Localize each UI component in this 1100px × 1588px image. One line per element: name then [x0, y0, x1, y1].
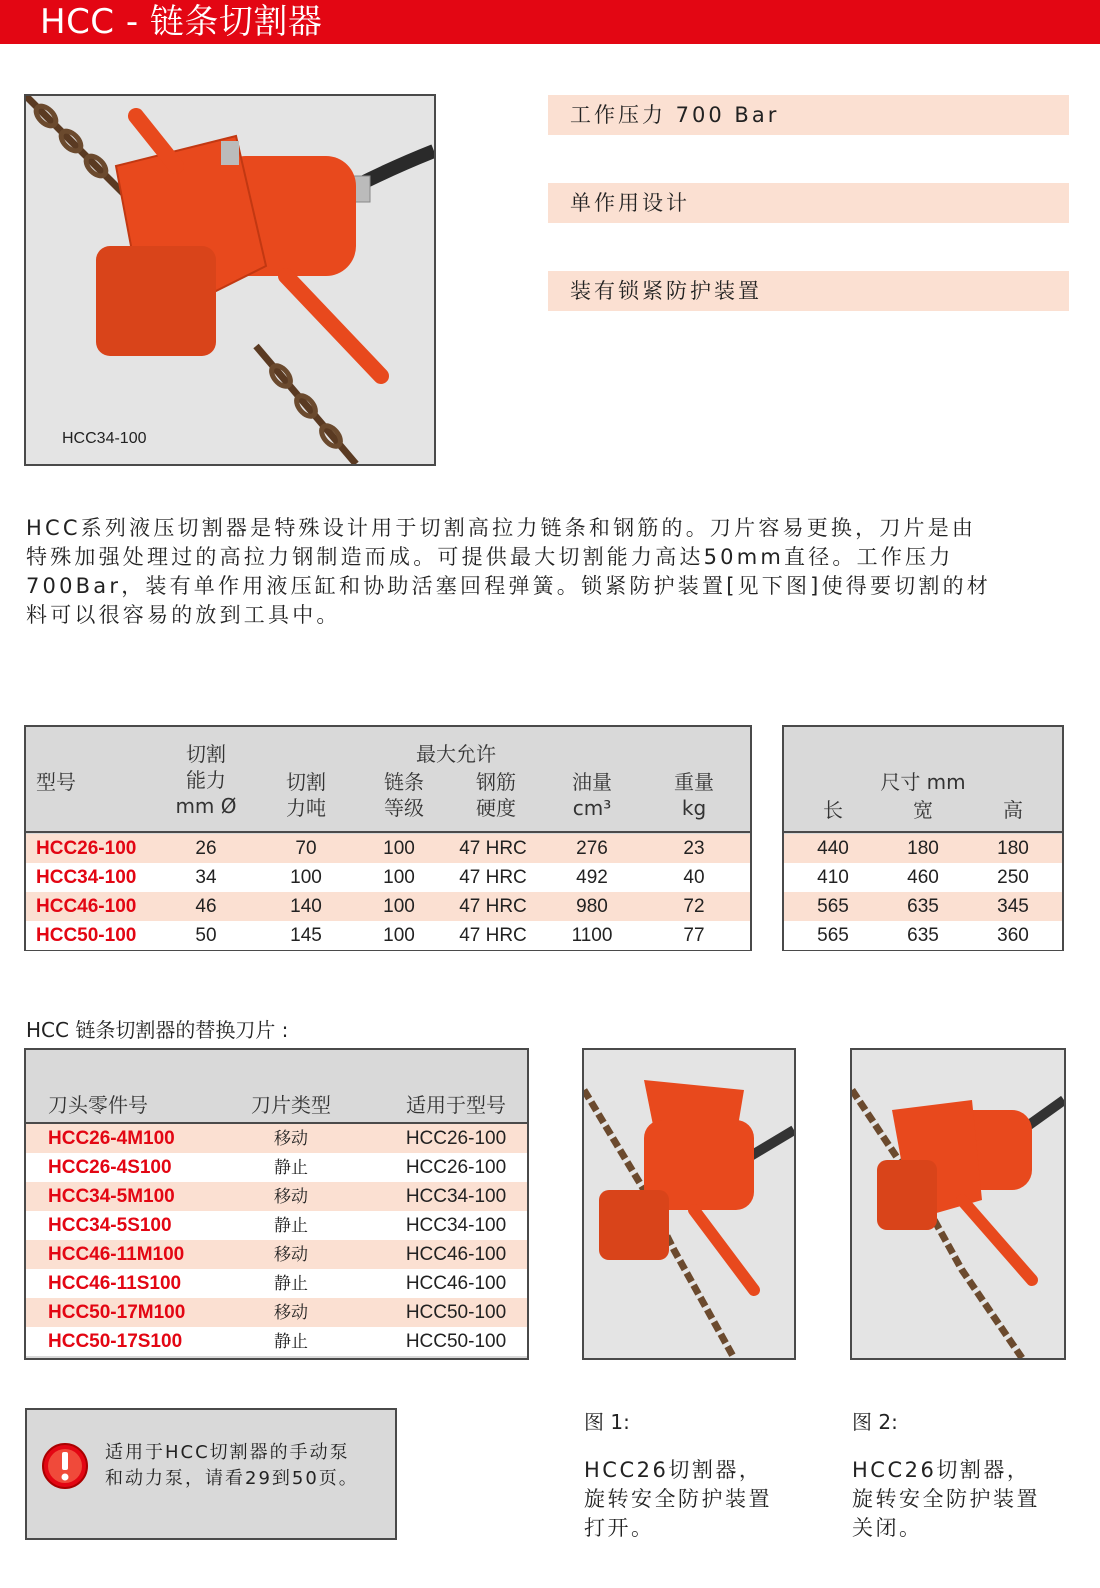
header-force-line: 力吨 — [286, 796, 326, 820]
table-row — [26, 1240, 527, 1269]
figure-2-caption — [852, 1456, 1040, 1543]
feature-pressure: 工作压力 700 Bar — [548, 95, 1069, 135]
caption-line: 旋转安全防护装置 — [584, 1487, 772, 1511]
part-cell: HCC46-11S100 — [48, 1273, 182, 1294]
type-cell: 静止 — [274, 1216, 308, 1235]
header-dimensions: 尺寸 mm — [880, 770, 966, 794]
part-cell: HCC50-17S100 — [48, 1331, 183, 1352]
capacity-cell: 46 — [195, 896, 217, 917]
oil-cell: 980 — [576, 896, 608, 917]
height-cell: 360 — [997, 925, 1029, 946]
header-weight — [654, 769, 734, 821]
width-cell: 635 — [907, 925, 939, 946]
type-cell: 移动 — [274, 1187, 308, 1206]
header-max-allowed: 最大允许 — [416, 742, 496, 766]
model-cell: HCC26-100 — [36, 838, 137, 859]
table-row — [26, 1269, 527, 1298]
header-rebar — [456, 769, 536, 821]
note-line: 适用于HCC切割器的手动泵 — [105, 1442, 350, 1463]
part-cell: HCC26-4M100 — [48, 1128, 175, 1149]
width-cell: 180 — [907, 838, 939, 859]
weight-cell: 23 — [683, 838, 705, 859]
capacity-cell: 26 — [195, 838, 217, 859]
fits-cell: HCC34-100 — [405, 1186, 507, 1207]
length-cell: 410 — [817, 867, 849, 888]
force-cell: 70 — [295, 838, 317, 859]
table-row — [26, 863, 750, 892]
chain-cell: 100 — [383, 896, 415, 917]
header-height: 高 — [1003, 798, 1023, 822]
caption-line: HCC26切割器， — [584, 1458, 763, 1482]
table-row — [26, 921, 750, 950]
note-line: 和动力泵，请看29到50页。 — [105, 1468, 359, 1489]
header-capacity — [166, 741, 246, 819]
table-row — [26, 1298, 527, 1327]
table-row — [26, 1327, 527, 1356]
table-row — [26, 834, 750, 863]
caption-line: 旋转安全防护装置 — [852, 1487, 1040, 1511]
header-model: 型号 — [36, 770, 76, 794]
header-capacity-line: 切割 — [186, 742, 226, 766]
force-cell: 100 — [290, 867, 322, 888]
oil-cell: 1100 — [571, 925, 613, 946]
type-cell: 静止 — [274, 1332, 308, 1351]
header-oil-line: cm³ — [572, 796, 612, 820]
caption-line: 打开。 — [584, 1516, 655, 1540]
table-row — [784, 921, 1062, 950]
figure-2-label: 图 2: — [852, 1410, 898, 1434]
header-width: 宽 — [913, 798, 933, 822]
cutter-guard-closed-illustration — [852, 1050, 1064, 1358]
caption-line: HCC26切割器， — [852, 1458, 1031, 1482]
pump-note-box — [25, 1408, 397, 1540]
chain-cutter-illustration — [26, 96, 434, 464]
type-cell: 静止 — [274, 1274, 308, 1293]
table-row — [784, 892, 1062, 921]
product-description — [26, 514, 1076, 630]
header-rebar-line: 钢筋 — [476, 770, 516, 794]
fits-cell: HCC34-100 — [405, 1215, 507, 1236]
table-row — [784, 834, 1062, 863]
figure-1-label: 图 1: — [584, 1410, 630, 1434]
page-title: HCC - 链条切割器 — [40, 2, 323, 42]
part-cell: HCC26-4S100 — [48, 1157, 172, 1178]
table-row — [26, 1124, 527, 1153]
capacity-cell: 34 — [195, 867, 217, 888]
type-cell: 移动 — [274, 1245, 308, 1264]
spec-rows — [26, 834, 750, 950]
table-row — [26, 892, 750, 921]
fits-cell: HCC50-100 — [405, 1331, 507, 1352]
length-cell: 440 — [817, 838, 849, 859]
table-row — [26, 1211, 527, 1240]
type-cell: 静止 — [274, 1158, 308, 1177]
dimension-table — [782, 725, 1064, 951]
fits-cell: HCC26-100 — [405, 1157, 507, 1178]
header-oil — [552, 769, 632, 821]
weight-cell: 72 — [683, 896, 705, 917]
part-cell: HCC34-5S100 — [48, 1215, 172, 1236]
force-cell: 145 — [290, 925, 322, 946]
fits-cell: HCC46-100 — [405, 1273, 507, 1294]
header-capacity-line: mm Ø — [175, 794, 237, 818]
weight-cell: 40 — [683, 867, 705, 888]
main-photo-caption: HCC34-100 — [62, 430, 147, 447]
rebar-cell: 47 HRC — [459, 867, 527, 888]
warning-icon — [41, 1442, 89, 1490]
caption-line: 关闭。 — [852, 1516, 923, 1540]
fits-cell: HCC26-100 — [405, 1128, 507, 1149]
main-product-photo — [24, 94, 436, 466]
description-line: 特殊加强处理过的高拉力钢制造而成。可提供最大切割能力高达50mm直径。工作压力 — [26, 545, 954, 569]
height-cell: 250 — [997, 867, 1029, 888]
header-force — [266, 769, 346, 821]
figure-1-photo — [582, 1048, 796, 1360]
model-cell: HCC46-100 — [36, 896, 137, 917]
pump-note-text — [105, 1440, 359, 1492]
header-capacity-line: 能力 — [186, 768, 226, 792]
length-cell: 565 — [817, 896, 849, 917]
cutter-guard-open-illustration — [584, 1050, 794, 1358]
feature-single-acting: 单作用设计 — [548, 183, 1069, 223]
height-cell: 180 — [997, 838, 1029, 859]
description-line: HCC系列液压切割器是特殊设计用于切割高拉力链条和钢筋的。刀片容易更换，刀片是由 — [26, 516, 977, 540]
chain-cell: 100 — [383, 925, 415, 946]
table-header-divider — [784, 831, 1062, 833]
rebar-cell: 47 HRC — [459, 896, 527, 917]
fits-cell: HCC50-100 — [405, 1302, 507, 1323]
capacity-cell: 50 — [195, 925, 217, 946]
oil-cell: 276 — [576, 838, 608, 859]
blade-rows — [26, 1124, 527, 1356]
model-cell: HCC50-100 — [36, 925, 137, 946]
header-force-line: 切割 — [286, 770, 326, 794]
header-weight-line: 重量 — [674, 770, 714, 794]
figure-2-photo — [850, 1048, 1066, 1360]
header-oil-line: 油量 — [572, 770, 612, 794]
blade-section-title: HCC 链条切割器的替换刀片 : — [26, 1018, 289, 1042]
table-row — [26, 1153, 527, 1182]
description-line: 700Bar，装有单作用液压缸和协助活塞回程弹簧。锁紧防护装置[见下图]使得要切割的材 — [26, 574, 991, 598]
table-header-divider — [26, 831, 750, 833]
header-part: 刀头零件号 — [48, 1093, 148, 1117]
header-chain-line: 链条 — [384, 770, 424, 794]
length-cell: 565 — [817, 925, 849, 946]
rebar-cell: 47 HRC — [459, 925, 527, 946]
type-cell: 移动 — [274, 1303, 308, 1322]
figure-1-caption — [584, 1456, 772, 1543]
weight-cell: 77 — [683, 925, 705, 946]
part-cell: HCC50-17M100 — [48, 1302, 186, 1323]
fits-cell: HCC46-100 — [405, 1244, 507, 1265]
oil-cell: 492 — [576, 867, 608, 888]
width-cell: 635 — [907, 896, 939, 917]
header-length: 长 — [823, 798, 843, 822]
model-cell: HCC34-100 — [36, 867, 137, 888]
spec-table — [24, 725, 752, 951]
force-cell: 140 — [290, 896, 322, 917]
table-row — [784, 863, 1062, 892]
header-chain-line: 等级 — [384, 796, 424, 820]
part-cell: HCC46-11M100 — [48, 1244, 185, 1265]
chain-cell: 100 — [383, 867, 415, 888]
header-weight-line: kg — [681, 796, 707, 820]
type-cell: 移动 — [274, 1129, 308, 1148]
width-cell: 460 — [907, 867, 939, 888]
dimension-rows — [784, 834, 1062, 950]
header-rebar-line: 硬度 — [476, 796, 516, 820]
height-cell: 345 — [997, 896, 1029, 917]
blade-table — [24, 1048, 529, 1360]
part-cell: HCC34-5M100 — [48, 1186, 175, 1207]
description-line: 料可以很容易的放到工具中。 — [26, 603, 341, 627]
header-chain — [364, 769, 444, 821]
header-type: 刀片类型 — [251, 1093, 331, 1117]
chain-cell: 100 — [383, 838, 415, 859]
rebar-cell: 47 HRC — [459, 838, 527, 859]
header-fits: 适用于型号 — [406, 1093, 506, 1117]
feature-lock-guard: 装有锁紧防护装置 — [548, 271, 1069, 311]
table-row — [26, 1182, 527, 1211]
